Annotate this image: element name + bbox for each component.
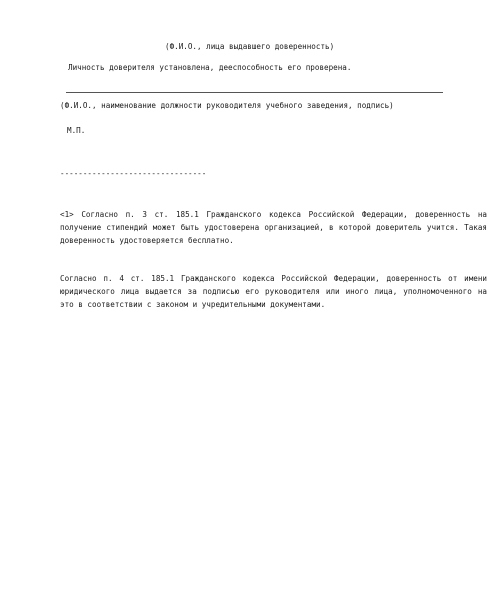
caption-issuer: (Ф.И.О., лица выдавшего доверенность) (165, 42, 335, 51)
statement-identity-verified: Личность доверителя установлена, дееспособность его проверена. (68, 63, 352, 72)
caption-head-of-institution: (Ф.И.О., наименование должности руководителя учебного заведения, подпись) (60, 101, 394, 110)
footnote-separator: -------------------------------- (60, 169, 207, 178)
footnote-2: Согласно п. 4 ст. 185.1 Гражданского кодекса Российской Федерации, доверенность от имени юридического лица выдается за подписью его руководителя или иного лица, уполномоченного на это в соответствии с законом и учредительными документами. (60, 274, 487, 309)
seal-mark: М.П. (67, 126, 86, 135)
signature-line (66, 92, 443, 93)
footnote-1: <1> Согласно п. 3 ст. 185.1 Гражданского кодекса Российской Федерации, доверенность на получение стипендий может быть удостоверена организацией, в которой доверитель учится. Такая доверенность удостоверяется бесплатно. (60, 210, 487, 245)
